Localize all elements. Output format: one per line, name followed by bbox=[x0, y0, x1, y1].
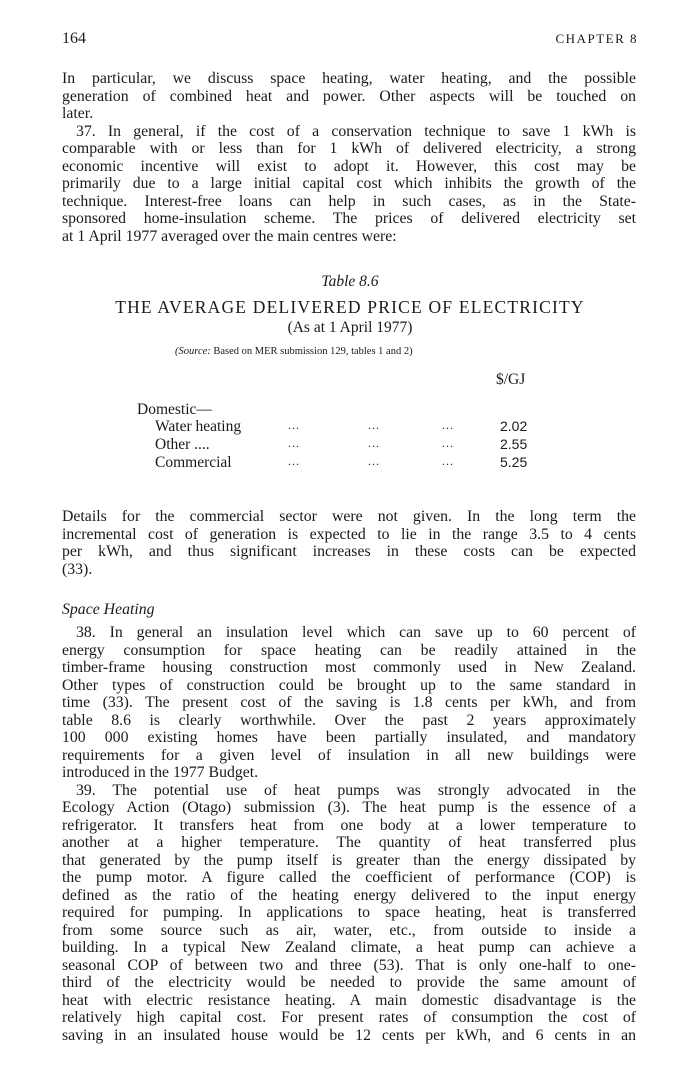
table-row bbox=[155, 418, 555, 436]
table-subtitle: (As at 1 April 1977) bbox=[287, 319, 413, 336]
source-label: (Source: bbox=[175, 346, 211, 357]
text-line: technique. Interest-free loans can help in such cases, as in the State- bbox=[62, 192, 636, 210]
text-line: 37. In general, if the cost of a conservation technique to save 1 kWh is bbox=[76, 122, 636, 140]
text-line: another at a higher temperature. The quantity of heat transferred plus bbox=[62, 834, 636, 851]
details-paragraph bbox=[62, 508, 636, 578]
leader-dots: ... bbox=[288, 418, 300, 432]
leader-dots: ... bbox=[288, 454, 300, 468]
text-line: Details for the commercial sector were not given. In the long term the bbox=[62, 508, 636, 525]
page-header bbox=[62, 30, 638, 52]
text-line: required for pumping. In applications to space heating, heat is transferred bbox=[62, 904, 636, 921]
text-line: Other types of construction could be brought up to the same standard in bbox=[62, 676, 636, 694]
table-unit-header: $/GJ bbox=[496, 371, 526, 388]
text-line: 39. The potential use of heat pumps was strongly advocated in the bbox=[76, 781, 636, 799]
text-line: 38. In general an insulation level which can save up to 60 percent of bbox=[76, 624, 636, 641]
text-line: generation of combined heat and power. Other aspects will be touched on bbox=[62, 87, 636, 105]
text-line: introduced in the 1977 Budget. bbox=[62, 764, 259, 781]
leader-dots: ... bbox=[442, 454, 454, 468]
table-caption: Table 8.6 bbox=[321, 273, 379, 290]
text-line: heat with electric resistance heating. A main domestic disadvantage is the bbox=[62, 991, 636, 1009]
row-label: Water heating bbox=[155, 418, 242, 435]
leader-dots: ... bbox=[368, 454, 380, 468]
leader-dots: ... bbox=[442, 418, 454, 432]
row-label: Other .... bbox=[155, 436, 210, 453]
text-line: comparable with or less than for 1 kWh of delivered electricity, a strong bbox=[62, 140, 636, 157]
text-line: building. In a typical New Zealand climate, a heat pump can achieve a bbox=[62, 939, 636, 956]
text-line: (33). bbox=[62, 560, 93, 578]
paras-38-39 bbox=[62, 624, 636, 1044]
source-text: Based on MER submission 129, tables 1 and 2) bbox=[213, 346, 413, 357]
text-line: time (33). The present cost of the saving is 1.8 cents per kWh, and from bbox=[62, 694, 636, 711]
leader-dots: ... bbox=[368, 436, 380, 450]
row-value: 5.25 bbox=[500, 454, 528, 470]
text-line: third of the electricity would be needed to provide the same amount of bbox=[62, 974, 636, 991]
text-line: energy consumption for space heating can be readily attained in the bbox=[62, 641, 636, 659]
leader-dots: ... bbox=[442, 436, 454, 450]
text-line: relatively high capital cost. For present rates of consumption the cost of bbox=[62, 1009, 636, 1026]
text-line: later. bbox=[62, 105, 94, 122]
intro-and-para-37 bbox=[62, 70, 636, 245]
row-value: 2.02 bbox=[500, 418, 528, 434]
table-row bbox=[155, 454, 555, 472]
table-row bbox=[155, 436, 555, 454]
text-line: sponsored home-insulation scheme. The prices of delivered electricity set bbox=[62, 210, 636, 227]
text-line: defined as the ratio of the heating energy delivered to the input energy bbox=[62, 886, 636, 904]
text-line: saving in an insulated house would be 12 cents per kWh, and 6 cents in an bbox=[62, 1026, 636, 1044]
text-line: seasonal COP of between two and three (53). That is only one-half to one- bbox=[62, 956, 636, 974]
text-line: that generated by the pump itself is greater than the energy dissipated by bbox=[62, 851, 636, 869]
text-line: the pump motor. A figure called the coefficient of performance (COP) is bbox=[62, 869, 636, 886]
text-line: refrigerator. It transfers heat from one body at a lower temperature to bbox=[62, 816, 636, 834]
leader-dots: ... bbox=[368, 418, 380, 432]
text-line: at 1 April 1977 averaged over the main centres were: bbox=[62, 227, 397, 245]
table-source bbox=[175, 346, 413, 357]
section-heading: Space Heating bbox=[62, 601, 155, 618]
text-line: 100 000 existing homes have been partially insulated, and mandatory bbox=[62, 729, 636, 746]
table-title: THE AVERAGE DELIVERED PRICE OF ELECTRICITY bbox=[115, 297, 585, 317]
table-category: Domestic— bbox=[137, 401, 212, 418]
text-line: Ecology Action (Otago) submission (3). The heat pump is the essence of a bbox=[62, 799, 636, 816]
text-line: per kWh, and thus significant increases in these costs can be expected bbox=[62, 543, 636, 560]
text-line: In particular, we discuss space heating, water heating, and the possible bbox=[62, 70, 636, 87]
text-line: primarily due to a large initial capital cost which inhibits the growth of the bbox=[62, 175, 636, 192]
text-line: from some source such as air, water, etc., from outside to inside a bbox=[62, 921, 636, 939]
page-number: 164 bbox=[62, 30, 86, 47]
text-line: timber-frame housing construction most commonly used in New Zealand. bbox=[62, 659, 636, 676]
chapter-label: CHAPTER 8 bbox=[555, 31, 638, 46]
row-label: Commercial bbox=[155, 454, 232, 471]
text-line: economic incentive will exist to adopt it. However, this cost may be bbox=[62, 157, 636, 175]
text-line: table 8.6 is clearly worthwhile. Over the past 2 years approximately bbox=[62, 711, 636, 729]
leader-dots: ... bbox=[288, 436, 300, 450]
row-value: 2.55 bbox=[500, 436, 528, 452]
text-line: requirements for a given level of insulation in all new buildings were bbox=[62, 746, 636, 764]
text-line: incremental cost of generation is expected to lie in the range 3.5 to 4 cents bbox=[62, 525, 636, 543]
